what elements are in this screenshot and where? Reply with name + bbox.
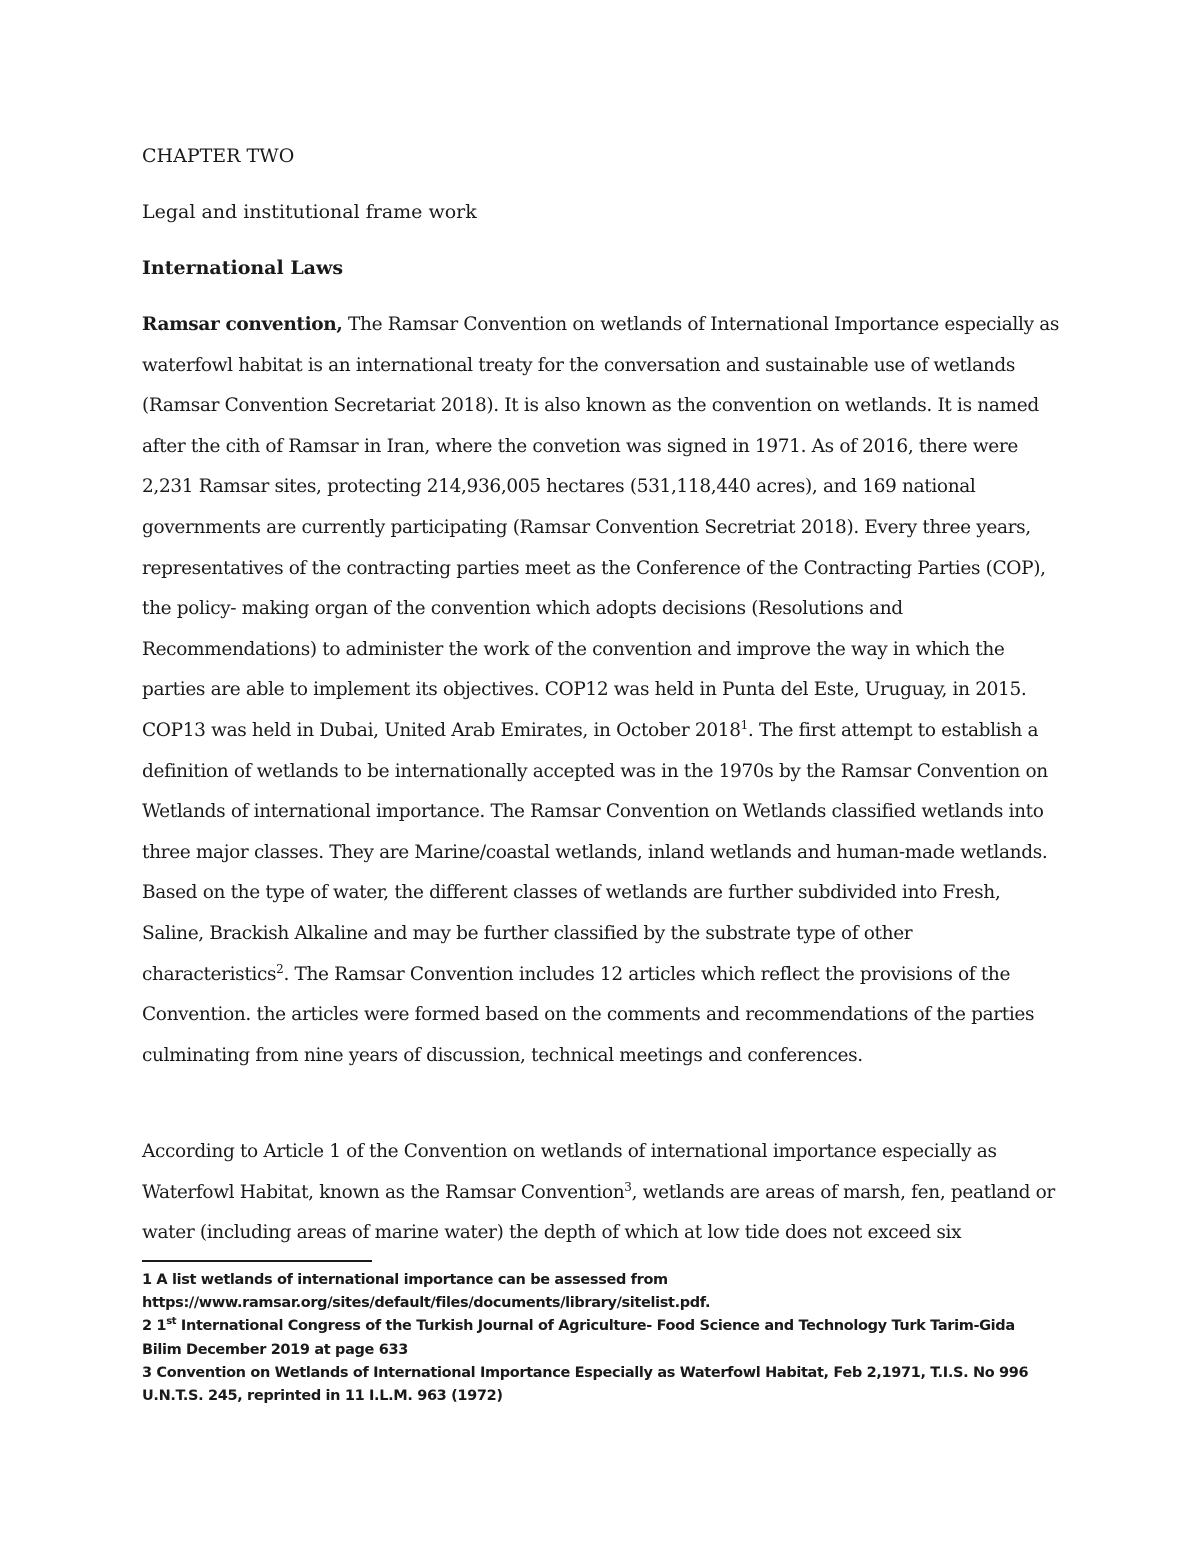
footnote-ref-3[interactable]: 3 xyxy=(624,1179,632,1194)
footnote-2-text: Bilim December 2019 at page 633 xyxy=(142,1341,408,1358)
paragraph-text: . The Ramsar Convention includes 12 articles which reflect the provisions of the Convention. the articles were formed based on the comments and recommendations of the parties culminating from nine years of discussion, technical meetings and conferences. xyxy=(142,963,1035,1066)
footnote-ref-1[interactable]: 1 xyxy=(740,717,748,732)
footnote-2-text: International Congress of the Turkish Journal of Agriculture- Food Science and Technology Turk Tarim-Gida xyxy=(176,1318,1015,1335)
paragraph-article-1 xyxy=(142,1132,1062,1254)
paragraph-text: , wetlands are areas of marsh, fen, peatland or water (including areas of marine water) the depth of which at low tide does not exceed six xyxy=(142,1181,1055,1244)
paragraph-text: The Ramsar Convention on wetlands of International Importance especially as waterfowl habitat is an international treaty for the conversation and sustainable use of wetlands (Ramsar Convention Secretariat 2018). It is also known as the convention on wetlands. It is named after the cith of Ramsar in Iran, where the convetion was signed in 1971. As of 2016, there were 2,231 Ramsar sites, protecting 214,936,005 hectares (531,118,440 acres), and 169 national governments are currently participating (Ramsar Convention Secretriat 2018). Every three years, representatives of the contracting parties meet as the Conference of the Contracting Parties (COP), the policy- making organ of the convention which adopts decisions (Resolutions and Recommendations) to administer the work of the convention and improve the way in which the parties are able to implement its objectives. COP12 was held in Punta del Este, Uruguay, in 2015. COP13 was held in Dubai, United Arab Emirates, in October 2018 xyxy=(142,314,1060,741)
footnote-ref-2[interactable]: 2 xyxy=(276,961,284,976)
footnote-3-text: U.N.T.S. 245, reprinted in 11 I.L.M. 963 (1972) xyxy=(142,1388,503,1405)
section-heading: International Laws xyxy=(142,257,344,279)
paragraph-text: . The first attempt to establish a definition of wetlands to be internationally accepted was in the 1970s by the Ramsar Convention on Wetlands of international importance. The Ramsar Convention on Wetlands classified wetlands into three major classes. They are Marine/coastal wetlands, inland wetlands and human-made wetlands. Based on the type of water, the different classes of wetlands are further subdivided into Fresh, Saline, Brackish Alkaline and may be further classified by the substrate type of other characteristics xyxy=(142,719,1048,985)
footnote-2 xyxy=(142,1315,1072,1361)
footnote-3-text: 3 Convention on Wetlands of International Importance Especially as Waterfowl Habitat, Feb 2,1971, T.I.S. No 996 xyxy=(142,1364,1029,1381)
chapter-subtitle: Legal and institutional frame work xyxy=(142,201,477,223)
footnotes xyxy=(142,1269,1072,1408)
footnote-1-text: 1 A list wetlands of international importance can be assessed from xyxy=(142,1272,668,1288)
paragraph-text: According to Article 1 of the Convention on wetlands of international importance especially as Waterfowl Habitat, known as the Ramsar Convention xyxy=(142,1141,997,1203)
chapter-label: CHAPTER TWO xyxy=(142,145,295,167)
footnote-1 xyxy=(142,1269,1072,1315)
footnote-separator xyxy=(142,1260,372,1262)
footnote-2-number: 2 1 xyxy=(142,1318,167,1335)
footnote-2-ordinal: st xyxy=(166,1316,177,1328)
paragraph-lead: Ramsar convention, xyxy=(142,314,343,335)
footnote-1-link[interactable]: https://www.ramsar.org/sites/default/files/documents/library/sitelist.pdf. xyxy=(142,1295,711,1312)
paragraph-ramsar-convention xyxy=(142,305,1062,1076)
footnote-3 xyxy=(142,1362,1072,1408)
